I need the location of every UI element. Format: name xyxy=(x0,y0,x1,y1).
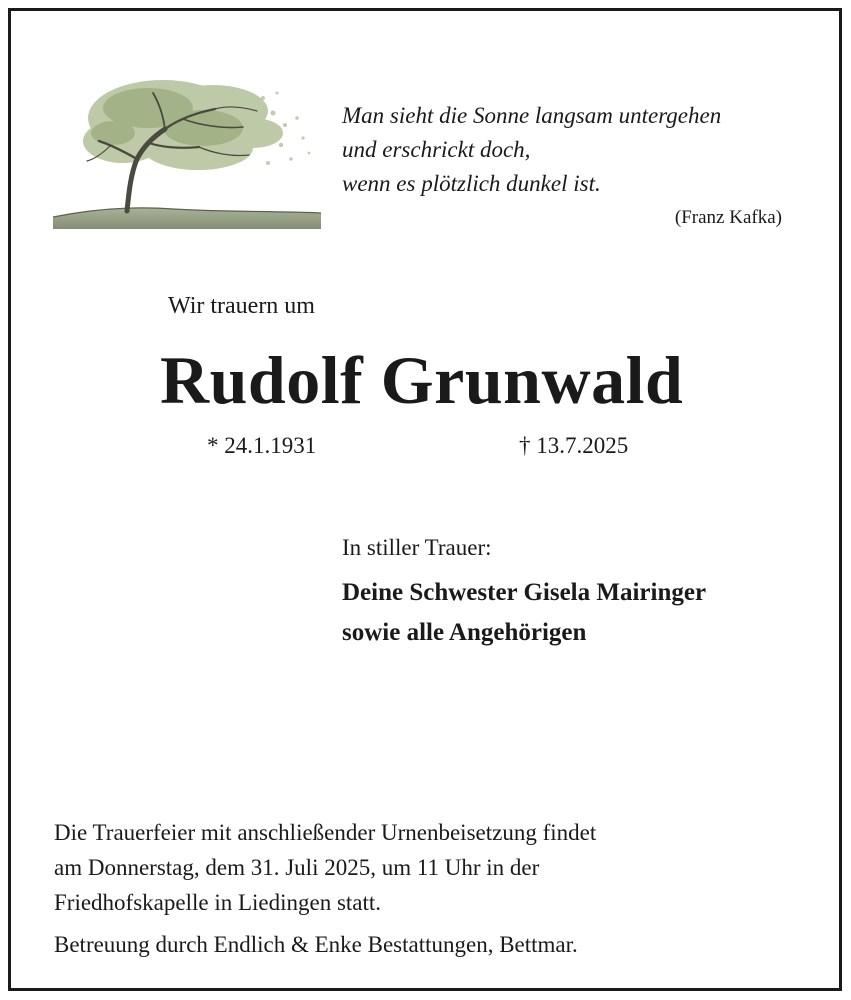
quote-line: und erschrickt doch, xyxy=(342,137,531,162)
windblown-tree-illustration xyxy=(53,63,321,229)
service-line: am Donnerstag, dem 31. Juli 2025, um 11 Uhr in der xyxy=(54,855,540,880)
obituary-notice xyxy=(8,8,842,991)
birth-date: * 24.1.1931 xyxy=(207,433,317,458)
quote-attribution: (Franz Kafka) xyxy=(674,207,782,228)
mourners-list xyxy=(342,573,706,653)
kafka-quote xyxy=(342,99,721,201)
funeral-service-info xyxy=(54,815,596,920)
service-line: Die Trauerfeier mit anschließender Urnenbeisetzung findet xyxy=(54,820,597,845)
mourning-intro: Wir trauern um xyxy=(168,293,315,319)
death-date: † 13.7.2025 xyxy=(519,433,629,458)
quote-line: Man sieht die Sonne langsam untergehen xyxy=(342,103,722,128)
mourner-line: Deine Schwester Gisela Mairinger xyxy=(342,579,707,606)
mourners-intro: In stiller Trauer: xyxy=(342,535,492,560)
deceased-name: Rudolf Grunwald xyxy=(160,342,684,418)
quote-line: wenn es plötzlich dunkel ist. xyxy=(342,171,601,196)
service-line: Friedhofskapelle in Liedingen statt. xyxy=(54,890,382,915)
undertaker-info: Betreuung durch Endlich & Enke Bestattungen, Bettmar. xyxy=(54,932,578,957)
mourner-line: sowie alle Angehörigen xyxy=(342,619,587,646)
